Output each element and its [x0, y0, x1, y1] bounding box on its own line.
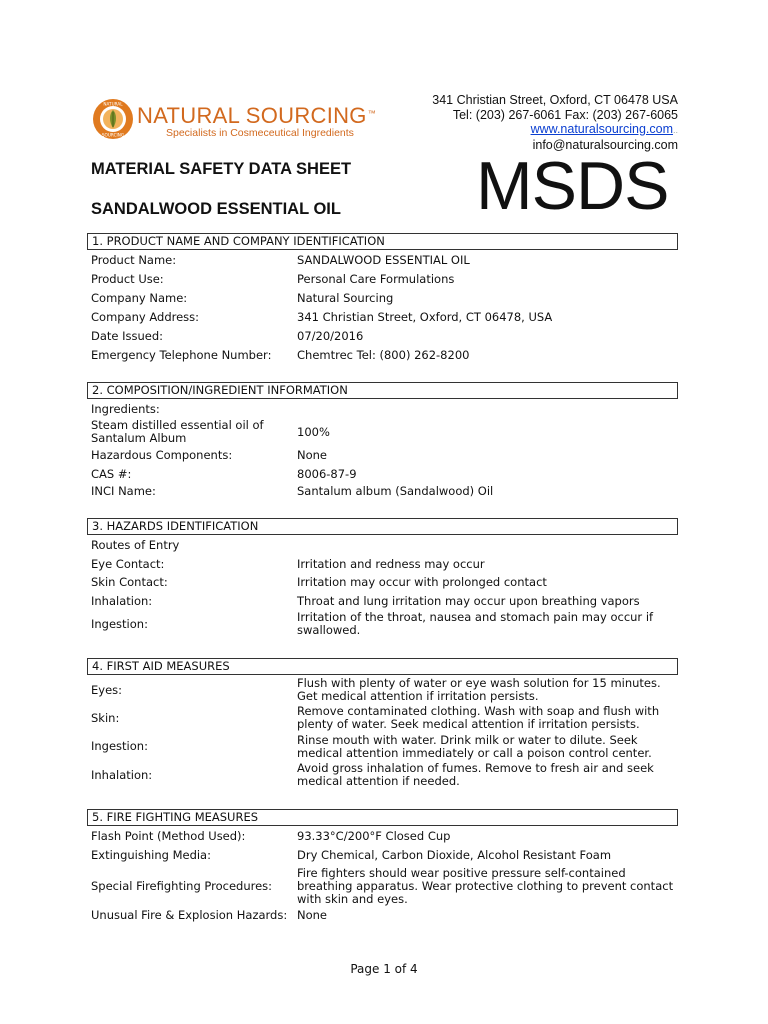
table-row: [87, 827, 678, 846]
row-label: Routes of Entry: [91, 538, 180, 552]
section-first-aid: [87, 658, 678, 789]
row-value: Throat and lung irritation may occur upon breathing vapors: [297, 593, 640, 608]
company-address: 341 Christian Street, Oxford, CT 06478 USA: [432, 93, 678, 107]
row-value: Remove contaminated clothing. Wash with soap and flush with plenty of water. Seek medical attention if irritation persists.: [297, 704, 660, 731]
row-label: CAS #:: [91, 466, 132, 481]
row-value: 341 Christian Street, Oxford, CT 06478, USA: [297, 310, 553, 324]
table-row: [87, 251, 678, 270]
table-row: [87, 676, 678, 704]
row-value: Rinse mouth with water. Drink milk or water to dilute. Seek medical attention immediately or call a poison control center.: [297, 732, 652, 760]
table-row: [87, 704, 678, 732]
section-hazards: [87, 518, 678, 638]
table-row: [87, 865, 678, 907]
company-website-link[interactable]: www.naturalsourcing.com: [530, 122, 673, 136]
company-phone-fax: Tel: (203) 267-6061 Fax: (203) 267-6065: [452, 107, 678, 122]
row-value: Irritation may occur with prolonged contact: [297, 575, 547, 589]
row-value: Flush with plenty of water or eye wash solution for 15 minutes. Get medical attention if irritation persists.: [297, 676, 661, 703]
section-header: 3. HAZARDS IDENTIFICATION: [87, 518, 678, 535]
section-fire-fighting: [87, 809, 678, 924]
table-row: [87, 308, 678, 327]
company-logo: [92, 98, 392, 144]
svg-text:NATURAL: NATURAL: [103, 101, 123, 107]
row-value: None: [297, 908, 328, 922]
row-label: Skin:: [91, 710, 120, 725]
row-value: Avoid gross inhalation of fumes. Remove to fresh air and seek medical attention if needed.: [297, 761, 654, 788]
row-value: Chemtrec Tel: (800) 262-8200: [297, 348, 470, 362]
section-header: 2. COMPOSITION/INGREDIENT INFORMATION: [87, 382, 678, 399]
document-title: MATERIAL SAFETY DATA SHEET: [91, 160, 352, 178]
row-label: Eyes:: [91, 682, 123, 697]
company-contact-block: [432, 93, 678, 152]
table-row: [87, 846, 678, 865]
table-row: [87, 401, 678, 418]
company-email: info@naturalsourcing.com: [532, 137, 678, 152]
row-value: Santalum album (Sandalwood) Oil: [297, 484, 494, 498]
row-value: Personal Care Formulations: [297, 272, 455, 286]
row-value: Fire fighters should wear positive pressure self-contained breathing apparatus. Wear protective clothing to prevent contact with skin and eyes.: [297, 865, 674, 906]
table-row: [87, 536, 678, 555]
product-title: SANDALWOOD ESSENTIAL OIL: [91, 200, 341, 218]
table-row: [87, 465, 678, 483]
row-label: Inhalation:: [91, 593, 153, 608]
section-header: 5. FIRE FIGHTING MEASURES: [87, 809, 678, 826]
msds-heading: MSDS: [476, 148, 669, 224]
table-row: [87, 907, 678, 924]
row-value: SANDALWOOD ESSENTIAL OIL: [297, 253, 470, 267]
row-value: None: [297, 448, 328, 462]
table-row: [87, 483, 678, 500]
row-label: Company Name:: [91, 291, 188, 305]
logo-tagline: Specialists in Cosmeceutical Ingredients: [166, 127, 354, 139]
row-value: Irritation and redness may occur: [297, 556, 485, 571]
row-label: Eye Contact:: [91, 556, 165, 571]
row-label: Flash Point (Method Used):: [91, 829, 246, 843]
section-header: 1. PRODUCT NAME AND COMPANY IDENTIFICATION: [87, 233, 678, 250]
table-row: [87, 289, 678, 308]
row-label: Product Use:: [91, 272, 164, 286]
table-row: [87, 418, 678, 446]
row-label: Emergency Telephone Number:: [91, 348, 272, 362]
table-row: [87, 346, 678, 365]
row-value: Dry Chemical, Carbon Dioxide, Alcohol Resistant Foam: [297, 848, 612, 862]
sun-leaf-logo-icon: [92, 98, 134, 140]
row-label: Unusual Fire & Explosion Hazards:: [91, 908, 288, 922]
row-label: Ingestion:: [91, 616, 148, 631]
row-value: Natural Sourcing: [297, 291, 394, 305]
section-product-identification: [87, 233, 678, 365]
svg-text:SOURCING: SOURCING: [101, 132, 125, 138]
row-label: Skin Contact:: [91, 575, 168, 589]
row-value: 93.33°C/200°F Closed Cup: [297, 829, 451, 843]
row-value: Irritation of the throat, nausea and stomach pain may occur if swallowed.: [297, 610, 654, 637]
row-label: Inhalation:: [91, 767, 153, 782]
page-number: Page 1 of 4: [350, 962, 418, 976]
table-row: [87, 446, 678, 465]
section-composition: [87, 382, 678, 500]
section-header: 4. FIRST AID MEASURES: [87, 658, 678, 675]
link-trail-icon: ..: [672, 125, 678, 135]
row-label: Company Address:: [91, 310, 200, 324]
table-row: [87, 270, 678, 289]
row-label: Extinguishing Media:: [91, 848, 211, 862]
table-row: [87, 761, 678, 789]
row-value: 07/20/2016: [297, 329, 364, 343]
row-value: 8006-87-9: [297, 466, 357, 481]
table-row: [87, 555, 678, 573]
row-label: Special Firefighting Procedures:: [91, 878, 273, 893]
table-row: [87, 573, 678, 592]
row-label: Product Name:: [91, 253, 177, 267]
table-row: [87, 592, 678, 610]
row-label: Ingestion:: [91, 739, 148, 753]
row-label: Steam distilled essential oil of Santalum Album: [91, 418, 264, 445]
row-value: 100%: [297, 424, 330, 439]
row-label: Ingredients:: [91, 402, 160, 416]
logo-company-name: NATURAL SOURCING™: [137, 103, 377, 128]
row-label: INCI Name:: [91, 484, 156, 498]
row-label: Hazardous Components:: [91, 448, 233, 462]
row-label: Date Issued:: [91, 329, 164, 343]
table-row: [87, 732, 678, 761]
table-row: [87, 327, 678, 346]
table-row: [87, 610, 678, 638]
